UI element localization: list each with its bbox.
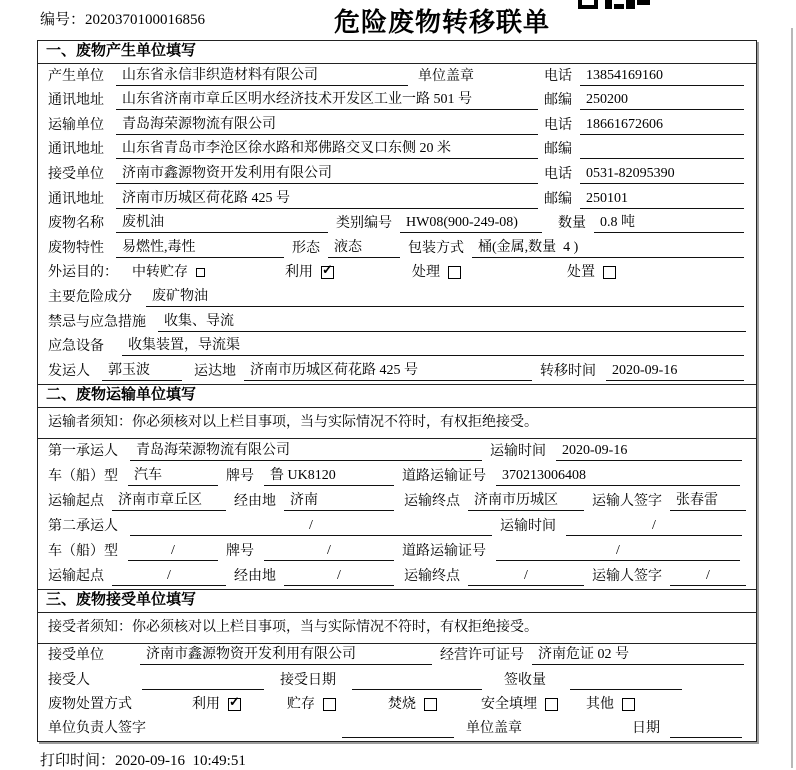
form-label: 主要危险成分	[48, 289, 132, 305]
form-label: 数量	[558, 216, 586, 232]
check-mark-icon: ✓	[229, 693, 240, 709]
notice-text: 运输者须知：你必须核对以上栏目事项，当与实际情况不符时，有权拒绝接受。	[48, 414, 538, 430]
form-field: 废矿物油	[146, 288, 744, 307]
checkbox-item	[388, 696, 437, 714]
checkbox-icon	[196, 268, 205, 277]
form-row	[38, 693, 756, 717]
checkbox-label: 其他	[586, 696, 614, 712]
form-row	[38, 613, 756, 644]
form-field: 液态	[328, 239, 400, 258]
form-field: /	[112, 567, 226, 586]
print-time-label: 打印时间：	[40, 753, 116, 769]
form-field: 郭玉波	[102, 362, 182, 381]
checkbox-item	[412, 264, 461, 282]
form-label: 产生单位	[48, 68, 104, 84]
form-label: 运输终点	[404, 568, 460, 584]
form-label: 日期	[632, 721, 660, 737]
form-field	[142, 671, 264, 690]
form-label: 电话	[544, 68, 572, 84]
form-field: 250101	[580, 190, 744, 209]
form-label: 接受人	[48, 672, 90, 688]
form-field: 张春雷	[670, 492, 746, 511]
form-field	[670, 719, 742, 738]
qr-code-fragment	[578, 0, 652, 10]
form-field: 收集、导流	[158, 313, 746, 332]
form-row	[38, 408, 756, 439]
form-field: /	[468, 567, 584, 586]
form-field: 18661672606	[580, 116, 744, 135]
checkbox-label: 利用	[285, 265, 313, 281]
checkbox-item	[481, 696, 558, 714]
page-edge-line	[791, 28, 793, 768]
check-mark-icon: ✓	[322, 262, 333, 278]
form-label: 通讯地址	[48, 93, 104, 109]
form-field: 济南市鑫源物资开发利用有限公司	[140, 646, 432, 665]
form-label: 运输单位	[48, 117, 104, 133]
form-field: 370213006408	[496, 467, 740, 486]
checkbox-label: 中转贮存	[132, 265, 188, 281]
form-label: 接受单位	[48, 648, 104, 664]
form-label: 运输人签字	[592, 568, 662, 584]
form-field: /	[566, 517, 742, 536]
form-field: 济南危证 02 号	[532, 646, 744, 665]
form-field	[352, 671, 482, 690]
form-label: 通讯地址	[48, 191, 104, 207]
form-label: 邮编	[544, 93, 572, 109]
form-label: 运输起点	[48, 568, 104, 584]
serial-label: 编号：	[40, 12, 86, 28]
form-field	[342, 719, 454, 738]
checkbox-label: 焚烧	[388, 696, 416, 712]
form-row	[38, 310, 756, 335]
checkbox-label: 利用	[192, 696, 220, 712]
form-label: 运输起点	[48, 493, 104, 509]
form-field: 收集装置，导流渠	[122, 337, 744, 356]
form-field	[570, 671, 682, 690]
form-row	[38, 514, 756, 539]
form-label: 类别编号	[336, 216, 392, 232]
form-label: 第二承运人	[48, 518, 118, 534]
checkbox-checked-icon	[228, 693, 241, 711]
form-section	[38, 41, 756, 384]
checkbox-label: 处置	[567, 265, 595, 281]
form-label: 外运目的：	[48, 265, 118, 281]
form-row	[38, 212, 756, 237]
form-field: 济南	[284, 492, 394, 511]
form-label: 通讯地址	[48, 142, 104, 158]
form-field: 青岛海荣源物流有限公司	[130, 442, 482, 461]
form-label: 运输时间	[500, 518, 556, 534]
form-row	[38, 564, 756, 589]
checkbox-icon	[622, 698, 635, 711]
form-field: 0531-82095390	[580, 165, 744, 184]
form-field: 鲁 UK8120	[264, 467, 394, 486]
form-row	[38, 644, 756, 668]
serial-value: 2020370100016856	[85, 12, 206, 28]
form-label: 电话	[544, 166, 572, 182]
form-field: 汽车	[128, 467, 218, 486]
section-title: 二、废物运输单位填写	[38, 385, 756, 408]
form-label: 运达地	[194, 363, 236, 379]
form-label: 单位负责人签字	[48, 721, 146, 737]
form-row	[38, 668, 756, 692]
form-row	[38, 89, 756, 114]
section-title: 一、废物产生单位填写	[38, 41, 756, 64]
form-label: 接受日期	[280, 672, 336, 688]
form-row	[38, 236, 756, 261]
checkbox-label: 处理	[412, 265, 440, 281]
form-label: 运输终点	[404, 493, 460, 509]
form-label: 单位盖章	[418, 68, 474, 84]
checkbox-item	[567, 264, 616, 282]
checkbox-icon	[448, 266, 461, 279]
checkbox-label: 安全填埋	[481, 696, 537, 712]
form-field: 2020-09-16	[606, 362, 744, 381]
form-field: /	[130, 517, 492, 536]
form-row	[38, 359, 756, 384]
form-field: HW08(900-249-08)	[400, 214, 542, 233]
checkbox-icon	[323, 698, 336, 711]
form-label: 转移时间	[540, 363, 596, 379]
form-row	[38, 285, 756, 310]
form-row	[38, 162, 756, 187]
checkbox-item	[132, 264, 205, 282]
form-label: 运输人签字	[592, 493, 662, 509]
form-label: 签收量	[504, 672, 546, 688]
form-row	[38, 539, 756, 564]
checkbox-icon	[603, 266, 616, 279]
form-label: 经由地	[234, 568, 276, 584]
form-field: 2020-09-16	[556, 442, 742, 461]
form-field: 青岛海荣源物流有限公司	[116, 116, 538, 135]
form-label: 道路运输证号	[402, 543, 486, 559]
form-label: 形态	[292, 240, 320, 256]
form-label: 电话	[544, 117, 572, 133]
form-label: 单位盖章	[466, 721, 522, 737]
form-label: 接受单位	[48, 166, 104, 182]
form-label: 邮编	[544, 191, 572, 207]
form-field: /	[670, 567, 746, 586]
checkbox-label: 贮存	[287, 696, 315, 712]
form-label: 废物处置方式	[48, 696, 132, 712]
form-field: 桶(金属,数量 4 )	[472, 239, 744, 258]
checkbox-item	[192, 693, 241, 714]
form-label: 经营许可证号	[440, 648, 524, 664]
form-field: /	[128, 542, 218, 561]
form-section	[38, 589, 756, 742]
form-field: /	[264, 542, 394, 561]
form-row	[38, 464, 756, 489]
checkbox-icon	[545, 698, 558, 711]
form-label: 废物名称	[48, 216, 104, 232]
form-field: 废机油	[116, 214, 328, 233]
form-field: 山东省济南市章丘区明水经济技术开发区工业一路 501 号	[116, 91, 538, 110]
form-label: 邮编	[544, 142, 572, 158]
form-field: /	[284, 567, 394, 586]
form-row	[38, 439, 756, 464]
form-row	[38, 717, 756, 741]
form-label: 经由地	[234, 493, 276, 509]
form-label: 包装方式	[408, 240, 464, 256]
page-title: 危险废物转移联单	[333, 8, 550, 37]
form-label: 车（船）型	[48, 468, 118, 484]
form-label: 运输时间	[490, 443, 546, 459]
form-field: 济南市历城区	[468, 492, 584, 511]
form-label: 禁忌与应急措施	[48, 314, 146, 330]
form-field: 13854169160	[580, 67, 744, 86]
checkbox-item	[287, 696, 336, 714]
form-field: 山东省青岛市李沧区徐水路和郑佛路交叉口东侧 20 米	[116, 140, 538, 159]
form-label: 牌号	[226, 543, 254, 559]
form-field: 济南市历城区荷花路 425 号	[244, 362, 532, 381]
section-title: 三、废物接受单位填写	[38, 590, 756, 613]
manifest-form-table	[37, 40, 757, 742]
form-label: 道路运输证号	[402, 468, 486, 484]
form-field: 250200	[580, 91, 744, 110]
checkbox-checked-icon	[321, 262, 334, 279]
form-row	[38, 335, 756, 360]
form-row	[38, 261, 756, 286]
form-field	[580, 140, 744, 159]
form-field: 济南市章丘区	[112, 492, 226, 511]
form-label: 牌号	[226, 468, 254, 484]
checkbox-item	[586, 696, 635, 714]
checkbox-icon	[424, 698, 437, 711]
checkbox-item	[285, 264, 334, 282]
form-field: 济南市历城区荷花路 425 号	[116, 190, 538, 209]
form-field: /	[496, 542, 740, 561]
print-time	[40, 749, 246, 770]
form-label: 废物特性	[48, 240, 104, 256]
form-field: 易燃性,毒性	[116, 239, 284, 258]
form-row	[38, 64, 756, 89]
form-field: 0.8 吨	[594, 214, 744, 233]
form-field: 山东省永信非织造材料有限公司	[116, 67, 408, 86]
notice-text: 接受者须知：你必须核对以上栏目事项，当与实际情况不符时，有权拒绝接受。	[48, 619, 538, 635]
form-label: 第一承运人	[48, 443, 118, 459]
print-time-value: 2020-09-16 10:49:51	[115, 753, 246, 769]
form-row	[38, 113, 756, 138]
form-row	[38, 489, 756, 514]
form-row	[38, 187, 756, 212]
form-label: 发运人	[48, 363, 90, 379]
form-section	[38, 384, 756, 589]
form-row	[38, 138, 756, 163]
form-field: 济南市鑫源物资开发利用有限公司	[116, 165, 538, 184]
form-label: 车（船）型	[48, 543, 118, 559]
form-label: 应急设备	[48, 339, 104, 355]
